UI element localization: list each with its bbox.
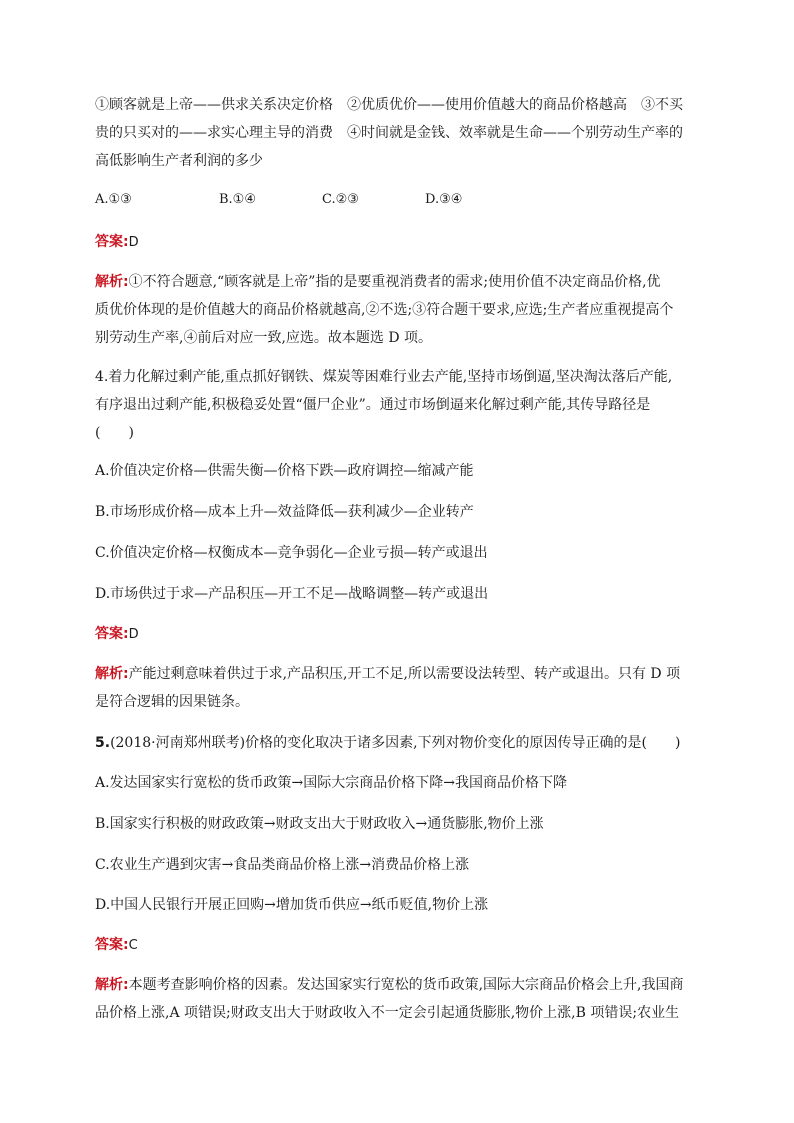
q3-answer [95,232,139,253]
q3-option-d: D.③④ [425,192,463,207]
answer-value: D [128,627,139,642]
answer-label: 答案: [95,626,129,642]
q5-number: 5. [95,735,111,751]
q3-options [95,190,695,210]
analysis-label: 解析: [95,274,129,290]
q5-stem [95,733,680,753]
q3-analysis-line-3: 别劳动生产率,④前后对应一致,应选。故本题选 D 项。 [95,330,433,346]
q5-option-c: C.农业生产遇到灾害→食品类商品价格上涨→消费品价格上涨 [95,857,470,873]
q4-stem-line-1: 4.着力化解过剩产能,重点抓好钢铁、煤炭等困难行业去产能,坚持市场倒逼,坚决淘汰落后产能, [95,369,673,385]
q4-option-a: A.价值决定价格—供需失衡—价格下跌—政府调控—缩减产能 [95,463,474,479]
q4-stem-line-3: ( ) [95,425,134,441]
q3-stem-line-2: 贵的只买对的——求实心理主导的消费 ④时间就是金钱、效率就是生命——个别劳动生产率的 [95,125,683,141]
q4-analysis-line-1 [95,664,680,684]
answer-label: 答案: [95,234,129,250]
q5-stem-text: (2018·河南郑州联考)价格的变化取决于诸多因素,下列对物价变化的原因传导正确的是( ) [110,735,681,751]
answer-label: 答案: [95,937,129,953]
q3-stem-line-1: ①顾客就是上帝——供求关系决定价格 ②优质优价——使用价值越大的商品价格越高 ③不买 [95,97,683,113]
q4-option-b: B.市场形成价格—成本上升—效益降低—获利减少—企业转产 [95,504,474,520]
q3-stem-line-3: 高低影响生产者利润的多少 [95,153,263,169]
q5-option-b: B.国家实行积极的财政政策→财政支出大于财政收入→通货膨胀,物价上涨 [95,816,544,832]
q4-option-d: D.市场供过于求—产品积压—开工不足—战略调整—转产或退出 [95,586,489,602]
q3-analysis-line-1 [95,272,661,292]
answer-value: C [128,938,138,953]
analysis-label: 解析: [95,666,129,682]
answer-value: D [128,235,139,250]
q5-option-a: A.发达国家实行宽松的货币政策→国际大宗商品价格下降→我国商品价格下降 [95,775,568,791]
q3-option-a: A.①③ [95,192,132,207]
q4-option-c: C.价值决定价格—权衡成本—竞争弱化—企业亏损—转产或退出 [95,545,488,561]
q4-analysis-line-2: 是符合逻辑的因果链条。 [95,694,249,710]
analysis-text: ①不符合题意,“顾客就是上帝”指的是要重视消费者的需求;使用价值不决定商品价格,优 [128,274,661,290]
q5-analysis-line-1 [95,975,684,995]
q3-analysis-line-2: 质优价体现的是价值越大的商品价格就越高,②不选;③符合题干要求,应选;生产者应重视提高个 [95,302,674,318]
q4-stem-line-2: 有序退出过剩产能,积极稳妥处置“僵尸企业”。通过市场倒逼来化解过剩产能,其传导路径是 [95,397,651,413]
analysis-text: 产能过剩意味着供过于求,产品积压,开工不足,所以需要设法转型、转产或退出。只有 D 项 [128,666,681,682]
q3-option-b: B.①④ [219,192,256,207]
q5-option-d: D.中国人民银行开展正回购→增加货币供应→纸币贬值,物价上涨 [95,897,489,913]
q5-answer [95,935,138,956]
q3-option-c: C.②③ [322,192,359,207]
q5-analysis-line-2: 品价格上涨,A 项错误;财政支出大于财政收入不一定会引起通货膨胀,物价上涨,B 项错误;农业生 [95,1005,680,1021]
analysis-label: 解析: [95,977,129,993]
analysis-text: 本题考查影响价格的因素。发达国家实行宽松的货币政策,国际大宗商品价格会上升,我国商 [128,977,684,993]
q4-answer [95,624,139,645]
